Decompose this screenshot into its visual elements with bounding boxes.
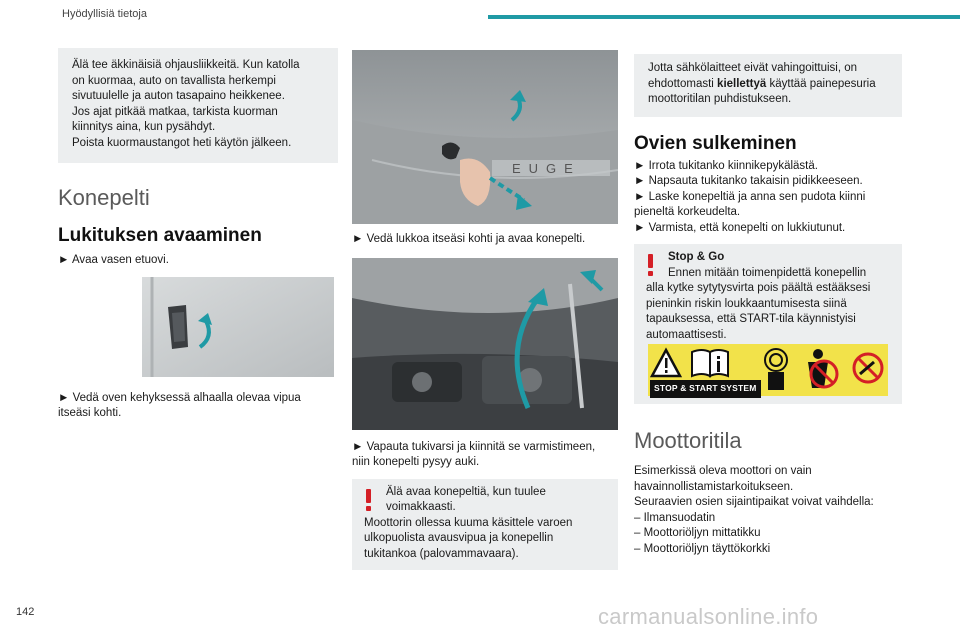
- column-3: [634, 54, 904, 557]
- note-line: on kuormaa, auto on tavallista herkempi: [72, 74, 276, 87]
- stop-start-label: [648, 344, 888, 396]
- hood-prop-illustration: [352, 258, 618, 430]
- subheading-closing: Ovien sulkeminen: [634, 132, 797, 154]
- caption-pull-latch: ► Vedä lukkoa itseäsi kohti ja avaa konepelti.: [352, 233, 586, 245]
- body-line: – Moottoriöljyn mittatikku: [634, 527, 761, 539]
- body-line: – Ilmansuodatin: [634, 511, 716, 524]
- step-line: ► Irrota tukitanko kiinnikepykälästä.: [634, 159, 818, 172]
- body-line: – Moottoriöljyn täyttökorkki: [634, 542, 771, 555]
- body-line: Seuraavien osien sijaintipaikat voivat vaihdella:: [634, 496, 874, 508]
- step-line: ► Laske konepeltiä ja anna sen pudota kiinni: [634, 190, 866, 203]
- pressure-washer-note: [634, 54, 902, 117]
- step-line: pieneltä korkeudelta.: [634, 206, 741, 218]
- warning-line: ulkopuolista avausvipua ja konepellin: [364, 532, 554, 544]
- note-text: ehdottomasti: [648, 77, 718, 90]
- roof-load-note: [58, 48, 338, 163]
- note-line: Poista kuormaustangot heti käytön jälkeen.: [72, 136, 292, 149]
- door-lever-image: [142, 277, 334, 377]
- note-line: [648, 77, 892, 93]
- page-number: 142: [16, 606, 35, 618]
- step-line: ► Vedä oven kehyksessä alhaalla olevaa vipua: [58, 391, 301, 404]
- stop-go-warning-box: [634, 244, 902, 404]
- column-2: [352, 50, 620, 570]
- column-1: [58, 48, 340, 422]
- caption-line: ► Vapauta tukivarsi ja kiinnitä se varmistimeen,: [352, 440, 596, 453]
- step-pull-lever: [58, 391, 340, 422]
- header-accent-bar: [488, 15, 960, 19]
- grille-badge-text: EUGE: [512, 161, 581, 176]
- note-text: käyttää painepesuria: [766, 77, 876, 90]
- warning-line: voimakkaasti.: [386, 501, 456, 513]
- closing-steps: [634, 159, 904, 237]
- body-line: Esimerkissä oleva moottori on vain: [634, 465, 812, 477]
- body-line: havainnollistamistarkoitukseen.: [634, 480, 794, 493]
- engine-bay-text: [634, 464, 904, 557]
- note-line: Älä tee äkkinäisiä ohjausliikkeitä. Kun katolla: [72, 59, 300, 71]
- stop-start-label-text: STOP & START SYSTEM: [650, 380, 761, 398]
- section-heading-konepelti: Konepelti: [58, 185, 150, 210]
- caption-line: niin konepelti pysyy auki.: [352, 456, 480, 468]
- caption-prop-rod: [352, 440, 620, 471]
- note-line: Jotta sähkölaitteet eivät vahingoittuisi, on: [648, 62, 858, 74]
- warning-line: Älä avaa konepeltiä, kun tuulee: [386, 485, 546, 498]
- hood-prop-image: [352, 258, 618, 430]
- hood-latch-image: [352, 50, 618, 224]
- stop-go-line: alla kytke sytytysvirta pois päältä estääksesi: [646, 282, 871, 294]
- note-line: moottoritilan puhdistukseen.: [648, 93, 792, 105]
- wind-warning-box: [352, 479, 618, 571]
- warning-line: tukitankoa (palovammavaara).: [364, 547, 519, 560]
- stop-go-line: automaattisesti.: [646, 328, 727, 341]
- note-bold-word: kiellettyä: [717, 77, 767, 90]
- step-line: ► Varmista, että konepelti on lukkiutunut.: [634, 221, 846, 234]
- stop-go-line: Ennen mitään toimenpidettä konepellin: [668, 266, 867, 279]
- watermark-link[interactable]: carmanualsonline.info: [598, 604, 819, 629]
- step-open-door: ► Avaa vasen etuovi.: [58, 254, 169, 266]
- stop-go-title: Stop & Go: [668, 251, 725, 263]
- door-lever-illustration: [142, 277, 334, 377]
- warning-line: Moottorin ollessa kuuma käsittele varoen: [364, 516, 573, 529]
- subheading-unlocking: Lukituksen avaaminen: [58, 225, 262, 246]
- section-heading-moottoritila: Moottoritila: [634, 428, 742, 453]
- note-line: kiinnitys aina, kun pysähdyt.: [72, 121, 216, 133]
- stop-go-line: pieninkin riskin loukkaantumisesta siinä: [646, 297, 847, 310]
- header-section-title: Hyödyllisiä tietoja: [62, 8, 147, 20]
- note-line: sivutuulelle ja auton tasapaino heikkenee.: [72, 90, 285, 102]
- warning-exclamation-icon: [366, 489, 372, 511]
- note-line: Jos ajat pitkää matkaa, tarkista kuorman: [72, 105, 278, 118]
- step-line: itseäsi kohti.: [58, 407, 122, 419]
- hood-latch-illustration: [352, 50, 618, 224]
- stop-go-line: tapauksessa, että START-tila käynnistyisi: [646, 313, 856, 325]
- warning-exclamation-icon: [648, 254, 654, 276]
- step-line: ► Napsauta tukitanko takaisin pidikkeeseen.: [634, 175, 863, 187]
